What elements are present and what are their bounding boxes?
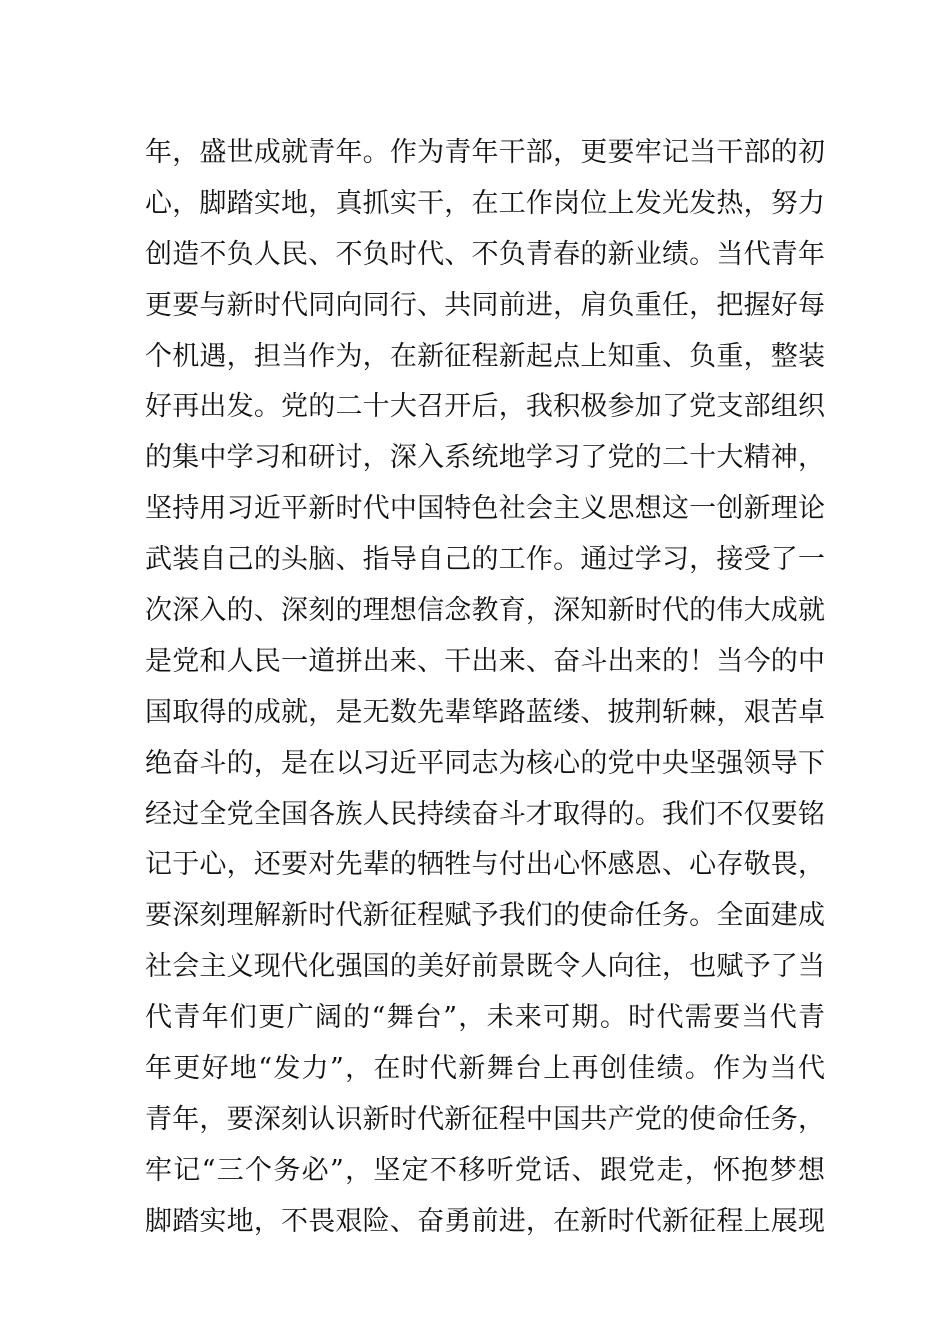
text-line: 要深刻理解新时代新征程赋予我们的使命任务。全面建成 xyxy=(145,900,825,932)
text-line: 经过全党全国各族人民持续奋斗才取得的。我们不仅要铭 xyxy=(145,798,825,830)
text-line: 心，脚踏实地，真抓实干，在工作岗位上发光发热，努力 xyxy=(145,187,825,219)
text-line: 脚踏实地，不畏艰险、奋勇前进，在新时代新征程上展现 xyxy=(145,1205,825,1237)
text-line: 牢记“三个务必”，坚定不移听党话、跟党走，怀抱梦想 xyxy=(145,1154,825,1186)
text-line: 代青年们更广阔的“舞台”，未来可期。时代需要当代青 xyxy=(145,1002,825,1034)
text-line: 次深入的、深刻的理想信念教育，深知新时代的伟大成就 xyxy=(145,595,825,627)
text-line: 个机遇，担当作为，在新征程新起点上知重、负重，整装 xyxy=(145,340,825,372)
text-line: 绝奋斗的，是在以习近平同志为核心的党中央坚强领导下 xyxy=(145,747,825,779)
text-line: 社会主义现代化强国的美好前景既令人向往，也赋予了当 xyxy=(145,951,825,983)
text-line: 年，盛世成就青年。作为青年干部，更要牢记当干部的初 xyxy=(145,137,825,168)
text-line: 的集中学习和研讨，深入系统地学习了党的二十大精神， xyxy=(145,442,825,474)
body-paragraph xyxy=(145,128,825,1248)
text-line: 是党和人民一道拼出来、干出来、奋斗出来的！当今的中 xyxy=(145,645,825,677)
text-line: 武装自己的头脑、指导自己的工作。通过学习，接受了一 xyxy=(145,544,825,576)
text-line: 创造不负人民、不负时代、不负青春的新业绩。当代青年 xyxy=(145,238,825,270)
text-line: 好再出发。党的二十大召开后，我积极参加了党支部组织 xyxy=(145,391,825,423)
text-line: 更要与新时代同向同行、共同前进，肩负重任，把握好每 xyxy=(145,289,825,321)
text-line: 记于心，还要对先辈的牺牲与付出心怀感恩、心存敬畏， xyxy=(145,849,825,881)
text-line: 坚持用习近平新时代中国特色社会主义思想这一创新理论 xyxy=(145,493,825,525)
text-line: 青年，要深刻认识新时代新征程中国共产党的使命任务， xyxy=(145,1103,825,1135)
text-line: 国取得的成就，是无数先辈筚路蓝缕、披荆斩棘，艰苦卓 xyxy=(145,696,825,728)
text-line: 年更好地“发力”，在时代新舞台上再创佳绩。作为当代 xyxy=(145,1053,825,1085)
